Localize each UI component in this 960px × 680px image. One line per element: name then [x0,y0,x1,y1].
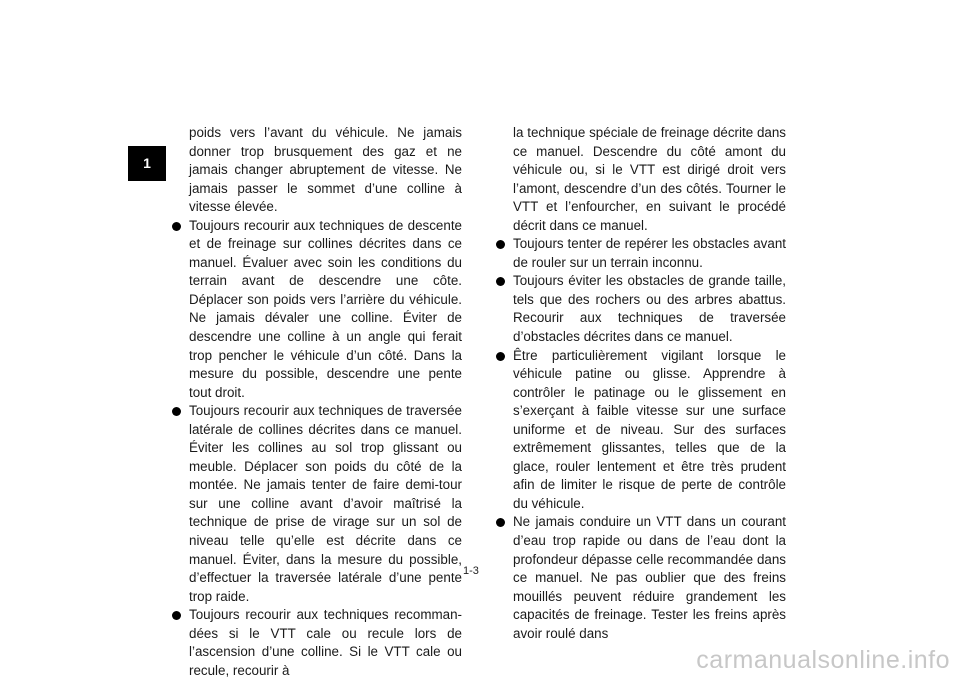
left-column [170,124,462,680]
watermark: carmanualsonline.info [696,646,950,674]
bullet-item [494,235,786,272]
chapter-tab: 1 [128,146,166,181]
bullet-icon [172,222,181,231]
bullet-text: Ne jamais conduire un VTT dans un courant d’eau trop rapide ou dans de l’eau dont la profondeur dépasse celle recommandée dans ce manuel. Ne pas oublier que des freins mouillés peuvent réduire grandement les capacités de freinage. Tester les freins après avoir roulé dans [513,514,786,641]
bullet-text: Toujours recourir aux techniques de descente et de freinage sur collines décrites dans ce manuel. Évaluer avec soin les conditions du terrain avant de descendre une côte. Déplacer son poids vers l’arrière du véhicule. Ne jamais dévaler une colline. Éviter de descendre une colline à un angle qui ferait trop pencher le véhicule d’un côté. Dans la mesure du possible, descendre une pente tout droit. [189,217,462,400]
bullet-icon [496,518,505,527]
bullet-text: Toujours recourir aux techniques de traversée latérale de collines décrites dans ce manuel. Éviter les collines au sol trop glissant ou meuble. Déplacer son poids du côté de la montée. Ne jamais tenter de faire demi-tour sur une colline avant d’avoir maîtrisé la technique de prise de virage sur un sol de niveau telle qu’elle est décrite dans ce manuel. Éviter, dans la mesure du possible, d’effectuer la traversée latérale d’une pente trop raide. [189,403,462,604]
bullet-icon [496,352,505,361]
bullet-item [170,606,462,680]
bullet-item [494,347,786,514]
bullet-item [170,217,462,402]
paragraph-text: poids vers l’avant du véhicule. Ne jamais donner trop brusquement des gaz et ne jamais changer abruptement de vitesse. Ne jamais passer le sommet d’une colline à vitesse élevée. [189,125,462,215]
bullet-text: Toujours tenter de repérer les obstacles avant de rouler sur un terrain inconnu. [513,236,786,270]
bullet-icon [172,611,181,620]
bullet-text: Être particulièrement vigilant lorsque le véhicule patine ou glisse. Apprendre à contrôler le patinage ou le glissement en s’exerçant à faible vitesse sur une surface uniforme et de niveau. Sur des surfaces extrêmement glissantes, telles que de la glace, rouler lentement et être très prudent afin de limiter le risque de perte de contrôle du véhicule. [513,347,786,511]
continuation-paragraph [170,124,462,217]
bullet-icon [496,240,505,249]
bullet-icon [172,407,181,416]
bullet-item [494,513,786,643]
page-number: 1-3 [463,565,479,577]
bullet-text: Toujours éviter les obstacles de grande taille, tels que des rochers ou des arbres abattus. Recourir aux techniques de traversée d’obstacles décrites dans ce manuel. [513,273,786,345]
right-column [494,124,786,643]
bullet-item [494,272,786,346]
paragraph-text: la technique spéciale de freinage décrite dans ce manuel. Descendre du côté amont du véhicule ou, si le VTT est dirigé droit vers l’amont, descendre d’un des côtés. Tourner le VTT et l’enfourcher, en suivant le procédé décrit dans ce manuel. [513,125,786,233]
bullet-text: Toujours recourir aux techniques recommandées si le VTT cale ou recule lors de l’ascension d’une colline. Si le VTT cale ou recule, recourir à [189,607,462,678]
bullet-item [170,402,462,606]
continuation-paragraph [494,124,786,235]
bullet-icon [496,277,505,286]
